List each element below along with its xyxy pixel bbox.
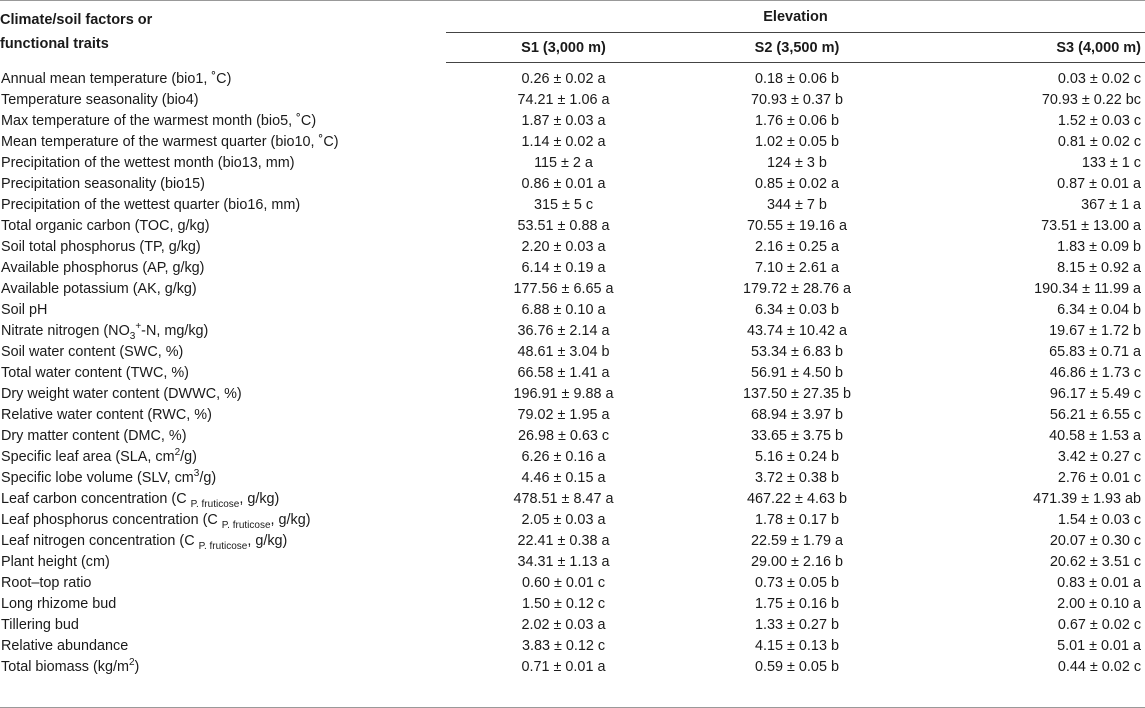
cell-s1: 1.14 ± 0.02 a (521, 134, 606, 150)
cell-s1: 0.60 ± 0.01 c (521, 575, 606, 591)
row-label-post: , g/kg) (239, 491, 280, 507)
cell-s2: 7.10 ± 2.61 a (755, 260, 839, 276)
cell-s2: 344 ± 7 b (767, 197, 827, 213)
row-label-pre: Leaf carbon concentration (C (1, 491, 191, 507)
row-label: Available potassium (AK, g/kg) (1, 281, 197, 297)
cell-s1: 115 ± 2 a (534, 155, 593, 171)
cell-s3: 0.67 ± 0.02 c (1057, 617, 1142, 633)
row-label: Relative abundance (1, 638, 129, 654)
row-label: Dry weight water content (DWWC, %) (1, 386, 242, 402)
cell-s3: 471.39 ± 1.93 ab (1033, 491, 1142, 507)
cell-s1: 6.88 ± 0.10 a (521, 302, 606, 318)
cell-s1: 66.58 ± 1.41 a (517, 365, 610, 381)
cell-s1: 0.86 ± 0.01 a (521, 176, 606, 192)
table-row (0, 573, 1145, 594)
cell-s3: 1.54 ± 0.03 c (1057, 512, 1142, 528)
table-row (0, 300, 1145, 321)
cell-s2: 1.78 ± 0.17 b (755, 512, 839, 528)
row-label-pre: Total biomass (kg/m (1, 659, 129, 675)
cell-s3: 96.17 ± 5.49 c (1049, 386, 1142, 402)
cell-s2: 0.59 ± 0.05 b (755, 659, 839, 675)
cell-s2: 70.55 ± 19.16 a (747, 218, 847, 234)
cell-s2: 1.75 ± 0.16 b (755, 596, 839, 612)
cell-s2: 1.33 ± 0.27 b (755, 617, 839, 633)
cell-s3: 20.07 ± 0.30 c (1049, 533, 1142, 549)
cell-s1: 2.05 ± 0.03 a (521, 512, 606, 528)
table-row (0, 552, 1145, 573)
row-label: Root–top ratio (1, 575, 92, 591)
row-label-post: ) (134, 659, 140, 675)
cell-s1: 0.71 ± 0.01 a (521, 659, 606, 675)
row-label: Soil water content (SWC, %) (1, 344, 184, 360)
row-label: Total water content (TWC, %) (1, 365, 189, 381)
table-row (0, 63, 1145, 91)
row-label (0, 657, 446, 678)
row-label-post: /g) (199, 470, 217, 486)
table-row (0, 132, 1145, 153)
table-row (0, 342, 1145, 363)
row-label (0, 321, 446, 342)
cell-s2: 56.91 ± 4.50 b (751, 365, 843, 381)
row-label: Total organic carbon (TOC, g/kg) (1, 218, 210, 234)
row-label-pre: Specific lobe volume (SLV, cm (1, 470, 194, 486)
cell-s3: 73.51 ± 13.00 a (1041, 218, 1142, 234)
table-row (0, 279, 1145, 300)
row-label: Precipitation of the wettest month (bio13, mm) (1, 155, 295, 171)
table-row (0, 90, 1145, 111)
row-label (0, 510, 446, 531)
row-label: Mean temperature of the warmest quarter (bio10, ˚C) (1, 134, 339, 150)
table-row (0, 531, 1145, 552)
cell-s2: 137.50 ± 27.35 b (743, 386, 851, 402)
cell-s1: 36.76 ± 2.14 a (517, 323, 610, 339)
row-label: Soil pH (1, 302, 48, 318)
table-row (0, 447, 1145, 468)
row-label-sub: P. fruticose (221, 519, 271, 531)
row-label-sub: 3 (129, 330, 136, 342)
row-label: Available phosphorus (AP, g/kg) (1, 260, 205, 276)
cell-s1: 48.61 ± 3.04 b (517, 344, 610, 360)
row-label: Soil total phosphorus (TP, g/kg) (1, 239, 201, 255)
row-label: Long rhizome bud (1, 596, 117, 612)
row-label-post: , g/kg) (270, 512, 311, 528)
cell-s1: 1.87 ± 0.03 a (521, 113, 606, 129)
cell-s3: 40.58 ± 1.53 a (1049, 428, 1142, 444)
row-label-pre: Leaf nitrogen concentration (C (1, 533, 199, 549)
cell-s2: 22.59 ± 1.79 a (751, 533, 843, 549)
cell-s3: 6.34 ± 0.04 b (1057, 302, 1142, 318)
table-row (0, 153, 1145, 174)
cell-s3: 2.76 ± 0.01 c (1057, 470, 1142, 486)
cell-s3: 70.93 ± 0.22 bc (1041, 92, 1142, 108)
cell-s2: 1.02 ± 0.05 b (755, 134, 839, 150)
cell-s1: 177.56 ± 6.65 a (513, 281, 614, 297)
cell-s1: 315 ± 5 c (533, 197, 594, 213)
elevation-header: Elevation (446, 1, 1145, 33)
cell-s1: 3.83 ± 0.12 c (521, 638, 606, 654)
row-label-sup: 2 (174, 447, 181, 459)
cell-s1: 26.98 ± 0.63 c (517, 428, 610, 444)
cell-s2: 29.00 ± 2.16 b (751, 554, 843, 570)
cell-s2: 0.73 ± 0.05 b (755, 575, 839, 591)
table-body (0, 63, 1145, 679)
row-label-sub: P. fruticose (198, 540, 248, 552)
cell-s1: 6.26 ± 0.16 a (521, 449, 606, 465)
row-label: Dry matter content (DMC, %) (1, 428, 187, 444)
row-label-pre: Specific leaf area (SLA, cm (1, 449, 175, 465)
table-row (0, 468, 1145, 489)
cell-s3: 2.00 ± 0.10 a (1057, 596, 1142, 612)
cell-s1: 34.31 ± 1.13 a (517, 554, 610, 570)
row-label (0, 447, 446, 468)
site-header-s1: S1 (3,000 m) (446, 33, 681, 63)
row-label-pre: Leaf phosphorus concentration (C (1, 512, 222, 528)
table-row (0, 111, 1145, 132)
cell-s3: 20.62 ± 3.51 c (1049, 554, 1142, 570)
table-header (0, 1, 1145, 63)
table-row (0, 426, 1145, 447)
row-label (0, 489, 446, 510)
table-row (0, 657, 1145, 678)
table-row (0, 321, 1145, 342)
table-row (0, 405, 1145, 426)
cell-s1: 478.51 ± 8.47 a (513, 491, 614, 507)
cell-s2: 4.15 ± 0.13 b (755, 638, 839, 654)
cell-s2: 2.16 ± 0.25 a (755, 239, 839, 255)
row-label: Temperature seasonality (bio4) (1, 92, 199, 108)
cell-s3: 0.81 ± 0.02 c (1057, 134, 1142, 150)
cell-s3: 19.67 ± 1.72 b (1049, 323, 1142, 339)
row-label: Max temperature of the warmest month (bio5, ˚C) (1, 113, 317, 129)
cell-s2: 68.94 ± 3.97 b (751, 407, 843, 423)
cell-s3: 1.83 ± 0.09 b (1057, 239, 1142, 255)
row-label (0, 468, 446, 489)
factor-header-line2: functional traits (0, 36, 109, 52)
row-label: Plant height (cm) (1, 554, 110, 570)
row-label: Annual mean temperature (bio1, ˚C) (1, 70, 232, 87)
row-label-post: -N, mg/kg) (141, 323, 209, 339)
cell-s3: 0.03 ± 0.02 c (1057, 71, 1142, 87)
cell-s2: 6.34 ± 0.03 b (755, 302, 839, 318)
cell-s3: 0.87 ± 0.01 a (1057, 176, 1142, 192)
row-label: Precipitation of the wettest quarter (bio16, mm) (1, 197, 301, 213)
cell-s1: 1.50 ± 0.12 c (521, 596, 606, 612)
row-label-post: , g/kg) (247, 533, 288, 549)
table-row (0, 216, 1145, 237)
cell-s2: 467.22 ± 4.63 b (747, 491, 847, 507)
row-label-pre: Nitrate nitrogen (NO (1, 323, 130, 339)
cell-s1: 4.46 ± 0.15 a (521, 470, 606, 486)
row-label-sub: P. fruticose (190, 498, 240, 510)
cell-s1: 6.14 ± 0.19 a (521, 260, 606, 276)
table-row (0, 489, 1145, 510)
cell-s2: 1.76 ± 0.06 b (755, 113, 839, 129)
cell-s3: 133 ± 1 c (1081, 155, 1142, 171)
row-label-sup: 2 (128, 657, 135, 669)
factor-header-line1: Climate/soil factors or (0, 12, 153, 28)
cell-s3: 0.44 ± 0.02 c (1057, 659, 1142, 675)
cell-s1: 0.26 ± 0.02 a (521, 71, 606, 87)
cell-s1: 79.02 ± 1.95 a (517, 407, 610, 423)
cell-s2: 124 ± 3 b (767, 155, 827, 171)
row-label-sup: 3 (193, 468, 200, 480)
row-label-sup: + (135, 321, 142, 333)
cell-s3: 8.15 ± 0.92 a (1057, 260, 1142, 276)
table-row (0, 363, 1145, 384)
cell-s3: 5.01 ± 0.01 a (1057, 638, 1142, 654)
row-label: Relative water content (RWC, %) (1, 407, 212, 423)
table-row (0, 195, 1145, 216)
table-row (0, 237, 1145, 258)
cell-s1: 74.21 ± 1.06 a (517, 92, 610, 108)
cell-s2: 5.16 ± 0.24 b (755, 449, 839, 465)
table-row (0, 384, 1145, 405)
table-row (0, 615, 1145, 636)
cell-s1: 2.20 ± 0.03 a (521, 239, 606, 255)
cell-s2: 0.85 ± 0.02 a (755, 176, 839, 192)
cell-s1: 53.51 ± 0.88 a (517, 218, 610, 234)
row-label: Tillering bud (1, 617, 79, 633)
site-header-s2: S2 (3,500 m) (681, 33, 913, 63)
cell-s3: 56.21 ± 6.55 c (1049, 407, 1142, 423)
cell-s3: 46.86 ± 1.73 c (1049, 365, 1142, 381)
cell-s3: 1.52 ± 0.03 c (1057, 113, 1142, 129)
cell-s2: 3.72 ± 0.38 b (755, 470, 839, 486)
table-row (0, 510, 1145, 531)
cell-s1: 22.41 ± 0.38 a (517, 533, 610, 549)
cell-s3: 190.34 ± 11.99 a (1034, 281, 1142, 297)
site-header-s3: S3 (4,000 m) (913, 33, 1145, 63)
cell-s3: 3.42 ± 0.27 c (1057, 449, 1142, 465)
cell-s2: 43.74 ± 10.42 a (747, 323, 847, 339)
table-row (0, 636, 1145, 657)
row-label: Precipitation seasonality (bio15) (1, 176, 205, 192)
table-row (0, 258, 1145, 279)
cell-s2: 179.72 ± 28.76 a (743, 281, 851, 297)
factor-column-header (0, 1, 446, 63)
cell-s2: 0.18 ± 0.06 b (755, 71, 839, 87)
table-row (0, 594, 1145, 615)
table-row (0, 174, 1145, 195)
row-label-post: /g) (180, 449, 197, 465)
cell-s1: 2.02 ± 0.03 a (521, 617, 606, 633)
cell-s3: 65.83 ± 0.71 a (1049, 344, 1142, 360)
cell-s3: 0.83 ± 0.01 a (1057, 575, 1142, 591)
cell-s1: 196.91 ± 9.88 a (513, 386, 614, 402)
row-label (0, 531, 446, 552)
cell-s2: 33.65 ± 3.75 b (751, 428, 843, 444)
cell-s2: 53.34 ± 6.83 b (751, 344, 843, 360)
cell-s2: 70.93 ± 0.37 b (751, 92, 843, 108)
cell-s3: 367 ± 1 a (1081, 197, 1142, 213)
